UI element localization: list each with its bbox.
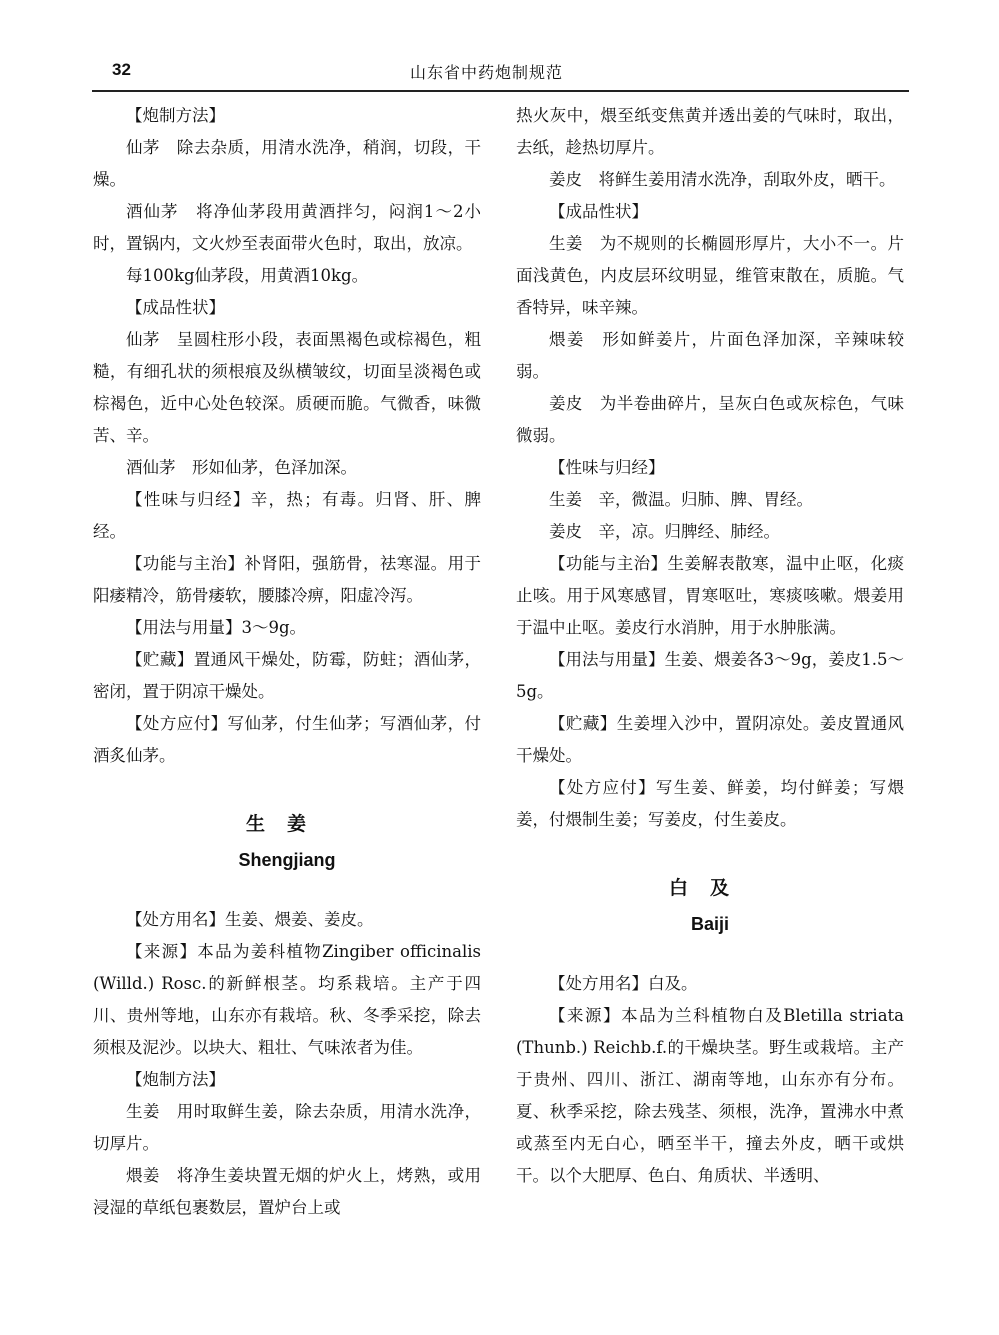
paragraph: 【用法与用量】生姜、煨姜各3～9g，姜皮1.5～5g。 [516,650,904,701]
page-header [92,60,909,94]
paragraph: 【成品性状】 [549,202,648,221]
header-rule [92,90,909,92]
paragraph: 【来源】本品为兰科植物白及Bletilla striata (Thunb.) Reichb.f.的干燥块茎。野生或栽培。主产于贵州、四川、浙江、湖南等地，山东亦有分布。夏、秋季采挖，除去残茎、须根，洗净，置沸水中煮或蒸至内无白心，晒至半干，撞去外皮，晒干或烘干。以个大肥厚、色白、角质状、半透明、 [516,1006,904,1185]
section-pinyin-baiji: Baiji [690,914,729,934]
paragraph: 【功能与主治】补肾阳，强筋骨，祛寒湿。用于阳痿精冷，筋骨痿软，腰膝冷痹，阳虚冷泻。 [93,554,481,605]
paragraph: 【处方应付】写生姜、鲜姜，均付鲜姜；写煨姜，付煨制生姜；写姜皮，付生姜皮。 [516,778,904,829]
paragraph: 仙茅 呈圆柱形小段，表面黑褐色或棕褐色，粗糙，有细孔状的须根痕及纵横皱纹，切面呈淡褐色或棕褐色，近中心处色较深。质硬而脆。气微香，味微苦、辛。 [93,330,481,445]
paragraph: 【成品性状】 [126,298,225,317]
paragraph: 煨姜 将净生姜块置无烟的炉火上，烤熟，或用浸湿的草纸包裹数层，置炉台上或 [93,1166,481,1217]
paragraph: 酒仙茅 将净仙茅段用黄酒拌匀，闷润1～2小时，置锅内，文火炒至表面带火色时，取出，放凉。 [93,202,481,253]
paragraph: 煨姜 形如鲜姜片，片面色泽加深，辛辣味较弱。 [516,330,904,381]
paragraph: 【性味与归经】 [549,458,665,477]
running-title: 山东省中药炮制规范 [410,63,564,82]
paragraph: 每100kg仙茅段，用黄酒10kg。 [126,266,369,285]
left-column [93,100,481,1224]
paragraph: 【贮藏】生姜埋入沙中，置阴凉处。姜皮置通风干燥处。 [516,714,904,765]
right-column [516,100,904,1192]
paragraph: 【炮制方法】 [126,1070,225,1089]
paragraph: 姜皮 将鲜生姜用清水洗净，刮取外皮，晒干。 [549,170,896,189]
paragraph: 仙茅 除去杂质，用清水洗净，稍润，切段，干燥。 [93,138,481,189]
paragraph: 酒仙茅 形如仙茅，色泽加深。 [126,458,357,477]
paragraph: 【处方用名】生姜、煨姜、姜皮。 [126,910,374,929]
section-title-shengjiang: 生姜 [245,813,328,835]
paragraph: 生姜 用时取鲜生姜，除去杂质，用清水洗净，切厚片。 [93,1102,481,1153]
paragraph: 【贮藏】置通风干燥处，防霉，防蛀；酒仙茅，密闭，置于阴凉干燥处。 [93,650,481,701]
paragraph: 【功能与主治】生姜解表散寒，温中止呕，化痰止咳。用于风寒感冒，胃寒呕吐，寒痰咳嗽。煨姜用于温中止呕。姜皮行水消肿，用于水肿胀满。 [516,554,904,637]
paragraph: 【处方用名】白及。 [549,974,698,993]
paragraph: 生姜 辛，微温。归肺、脾、胃经。 [549,490,813,509]
paragraph: 【用法与用量】3～9g。 [126,618,307,637]
section-title-baiji: 白及 [668,877,751,899]
paragraph: 【来源】本品为姜科植物Zingiber officinalis (Willd.) Rosc.的新鲜根茎。均系栽培。主产于四川、贵州等地，山东亦有栽培。秋、冬季采挖，除去须根及泥沙。以块大、粗壮、气味浓者为佳。 [93,942,481,1057]
paragraph: 姜皮 为半卷曲碎片，呈灰白色或灰棕色，气味微弱。 [516,394,904,445]
paragraph: 【炮制方法】 [126,106,225,125]
paragraph: 【性味与归经】辛，热；有毒。归肾、肝、脾经。 [93,490,481,541]
paragraph: 【处方应付】写仙茅，付生仙茅；写酒仙茅，付酒炙仙茅。 [93,714,481,765]
paragraph: 姜皮 辛，凉。归脾经、肺经。 [549,522,780,541]
paragraph: 热火灰中，煨至纸变焦黄并透出姜的气味时，取出，去纸，趁热切厚片。 [516,106,904,157]
page-number: 32 [112,60,131,79]
section-pinyin-shengjiang: Shengjiang [238,850,336,870]
paragraph: 生姜 为不规则的长椭圆形厚片，大小不一。片面浅黄色，内皮层环纹明显，维管束散在，质脆。气香特异，味辛辣。 [516,234,904,317]
